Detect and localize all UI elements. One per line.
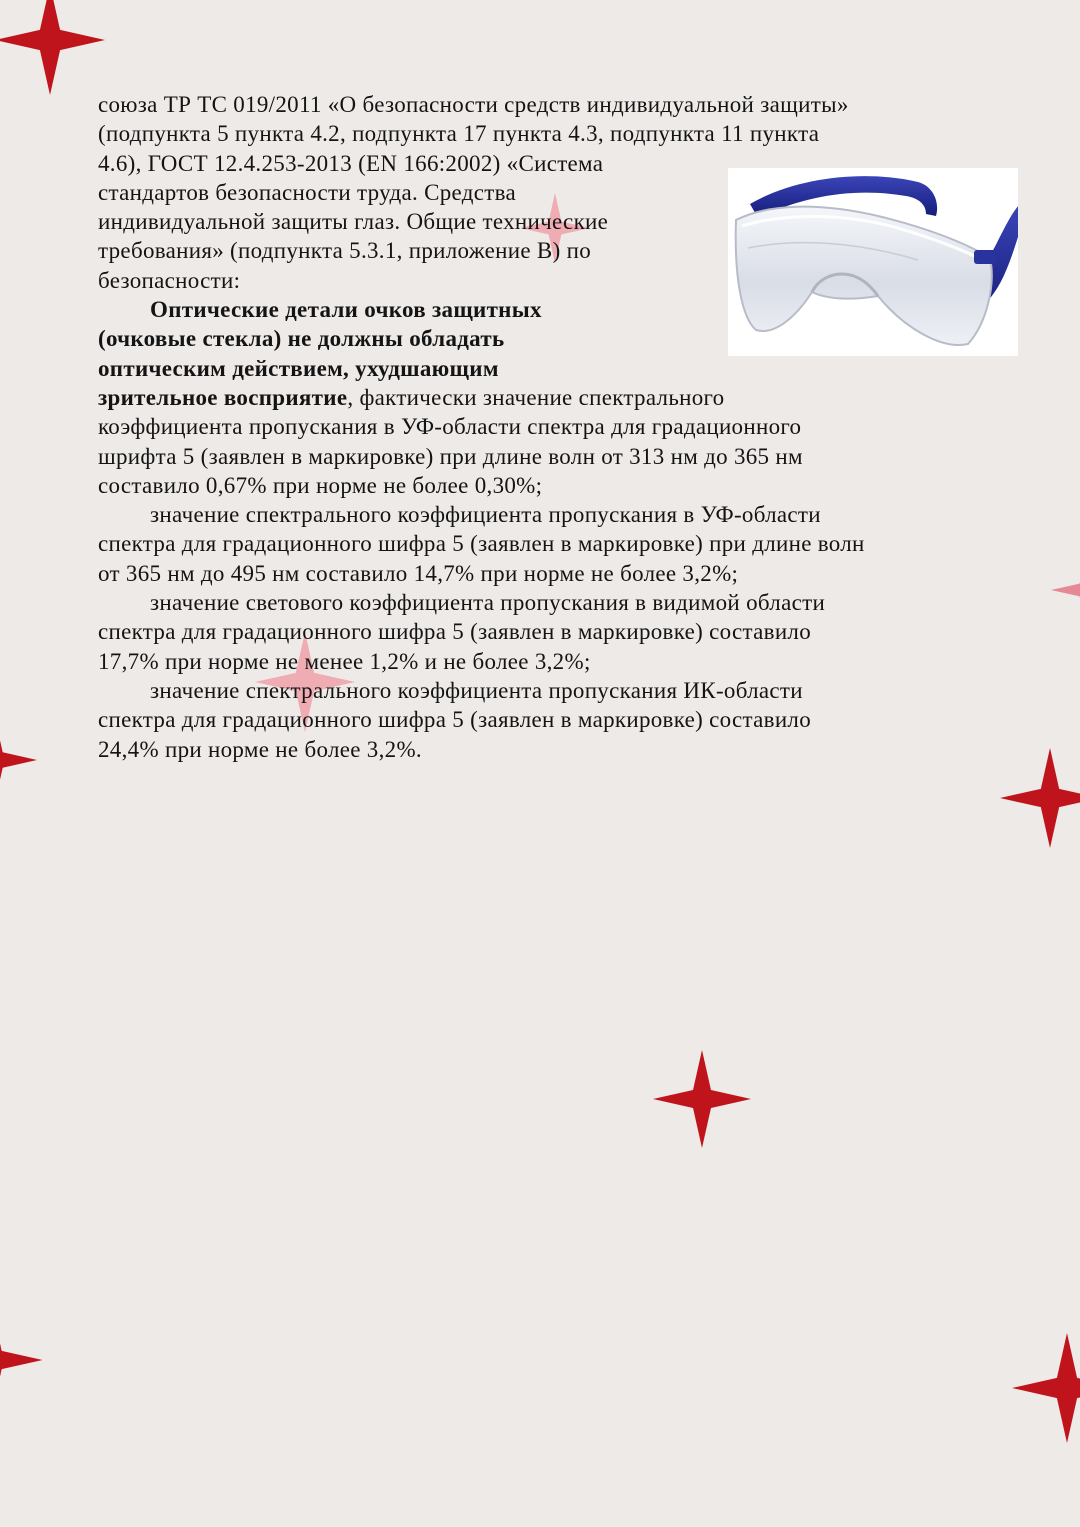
paragraph-uv-365-495 xyxy=(98,500,988,588)
text-line: от 365 нм до 495 нм составило 14,7% при норме не более 3,2%; xyxy=(98,560,739,586)
text-line: шрифта 5 (заявлен в маркировке) при длине волн от 313 нм до 365 нм xyxy=(98,443,803,469)
text-line: значение спектрального коэффициента пропускания в УФ-области xyxy=(150,502,821,528)
text-line: индивидуальной защиты глаз. Общие технические xyxy=(98,209,609,235)
text-line: спектра для градационного шифра 5 (заявлен в маркировке) при длине волн xyxy=(98,531,865,557)
bold-text-line: зрительное восприятие xyxy=(98,384,348,410)
text-line: коэффициента пропускания в УФ-области спектра для градационного xyxy=(98,414,802,440)
text-line: безопасности: xyxy=(98,267,241,293)
text-line: 4.6), ГОСТ 12.4.253-2013 (EN 166:2002) «Система xyxy=(98,150,604,176)
text-line: требования» (подпункта 5.3.1, приложение В) по xyxy=(98,238,591,264)
text-line: 24,4% при норме не более 3,2%. xyxy=(98,736,422,762)
bold-text-line: (очковые стекла) не должны обладать xyxy=(98,326,505,352)
paragraph-optical-requirement xyxy=(98,295,988,500)
bold-text-line: оптическим действием, ухудшающим xyxy=(98,355,499,381)
paragraph-regulations xyxy=(98,90,988,295)
paragraph-visible-light xyxy=(98,588,988,676)
text-line: спектра для градационного шифра 5 (заявлен в маркировке) составило xyxy=(98,707,812,733)
text-line: 17,7% при норме не менее 1,2% и не более 3,2%; xyxy=(98,648,591,674)
bold-text-line: Оптические детали очков защитных xyxy=(150,297,542,323)
text-line: стандартов безопасности труда. Средства xyxy=(98,179,516,205)
text-line: (подпункта 5 пункта 4.2, подпункта 17 пункта 4.3, подпункта 11 пункта xyxy=(98,121,820,147)
text-line: союза ТР ТС 019/2011 «О безопасности средств индивидуальной защиты» xyxy=(98,92,849,117)
document-body xyxy=(98,90,988,764)
text-fragment: , фактически значение спектрального xyxy=(347,384,725,410)
star-decoration-right-middle xyxy=(1000,748,1080,848)
star-decoration-bottom-right xyxy=(1012,1328,1080,1448)
star-decoration-bottom-left xyxy=(0,1310,45,1410)
star-decoration-right-edge xyxy=(1046,555,1080,625)
star-decoration-lower-center xyxy=(648,1050,756,1148)
star-decoration-left-middle xyxy=(0,718,45,802)
text-line: значение светового коэффициента пропускания в видимой области xyxy=(150,590,826,616)
paragraph-infrared xyxy=(98,676,988,764)
text-line: спектра для градационного шифра 5 (заявлен в маркировке) составило xyxy=(98,619,812,645)
star-decoration-top-left xyxy=(0,0,110,95)
text-line: составило 0,67% при норме не более 0,30%; xyxy=(98,472,543,498)
text-line: значение спектрального коэффициента пропускания ИК-области xyxy=(150,677,803,703)
